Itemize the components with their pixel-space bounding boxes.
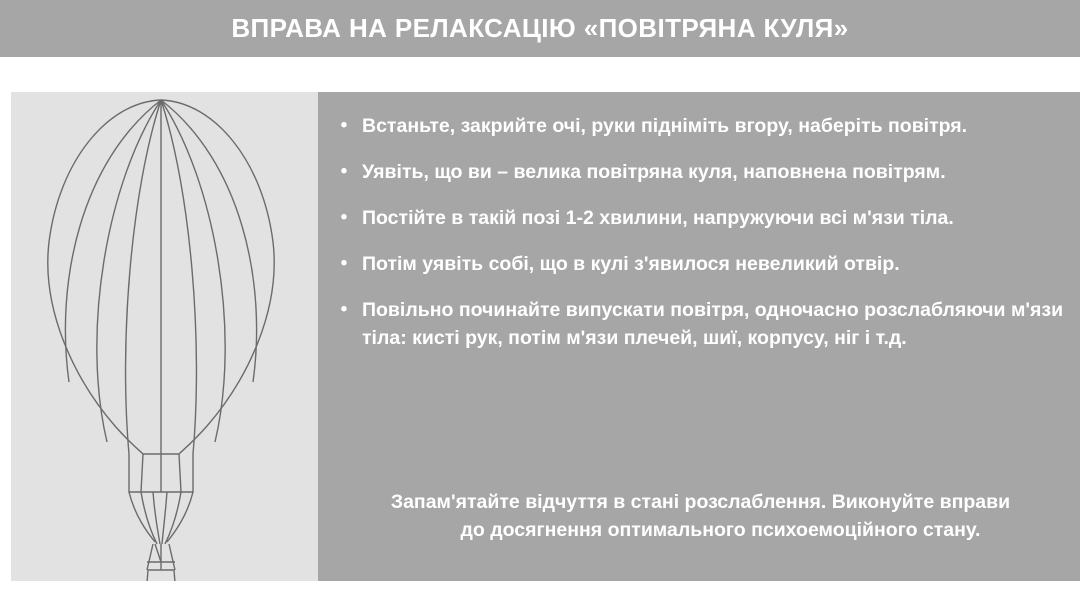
list-item-text: Повільно починайте випускати повітря, одночасно розслабляючи м'язи тіла: кисті рук, потім м'язи плечей, шиї, корпусу, ніг і т.д. <box>362 299 1064 349</box>
closing-line-2: до досягнення оптимального психоемоційного стану. <box>460 519 981 541</box>
slide-title-bar <box>0 0 1080 57</box>
list-item-text: Постійте в такій позі 1-2 хвилини, напружуючи всі м'язи тіла. <box>362 207 954 229</box>
illustration-panel <box>11 92 318 581</box>
bullet-marker: • <box>340 207 348 228</box>
list-item <box>318 296 1080 352</box>
list-item-text: Потім уявіть собі, що в кулі з'явилося невеликий отвір. <box>362 253 900 275</box>
list-item <box>318 112 1080 140</box>
list-item-text: Уявіть, що ви – велика повітряна куля, наповнена повітрям. <box>362 161 946 183</box>
content-panel <box>318 92 1080 581</box>
bullet-marker: • <box>340 299 348 320</box>
closing-line-1: Запам'ятайте відчуття в стані розслаблення. Виконуйте вправи <box>390 491 1011 513</box>
page-title: ВПРАВА НА РЕЛАКСАЦІЮ «ПОВІТРЯНА КУЛЯ» <box>231 13 849 43</box>
instruction-list <box>318 112 1080 370</box>
bullet-marker: • <box>340 253 348 274</box>
list-item-text: Встаньте, закрийте очі, руки підніміть вгору, наберіть повітря. <box>362 115 968 137</box>
bullet-marker: • <box>340 115 348 136</box>
hot-air-balloon-icon <box>11 92 318 581</box>
bullet-marker: • <box>340 161 348 182</box>
list-item <box>318 158 1080 186</box>
list-item <box>318 250 1080 278</box>
closing-statement <box>328 488 1073 544</box>
list-item <box>318 204 1080 232</box>
